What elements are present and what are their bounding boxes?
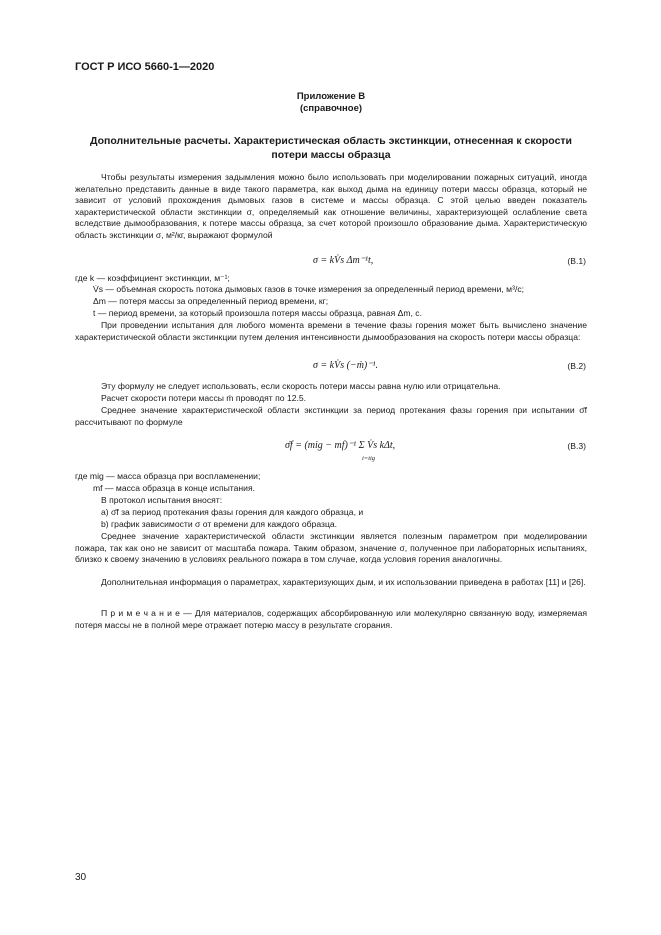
- protocol-item-b: b) график зависимости σ от времени для каждого образца.: [101, 519, 338, 529]
- section-title-line2: потери массы образца: [271, 148, 391, 161]
- note-line-1: Эту формулу не следует использовать, если скорость потери массы равна нулю или отрицательна.: [101, 381, 501, 391]
- paragraph-3: Среднее значение характеристической области экстинкции за период протекания фазы горения при испытании σ̄f рассчитывают по формуле: [75, 405, 587, 427]
- appendix-title: Приложение В: [296, 91, 366, 102]
- page-number: 30: [75, 872, 87, 883]
- formula-b3: σ̄f = (mig − mf)⁻¹ Σ V̇s kΔt,: [285, 440, 396, 451]
- formula-b3-sum-index: i=tig: [362, 455, 376, 462]
- where-t: t — период времени, за который произошла потеря массы образца, равная Δm, с.: [93, 308, 422, 318]
- paragraph-4: Среднее значение характеристической области экстинкции является полезным параметром при моделировании пожара, так как оно не зависит от масштаба пожара. Таким образом, значение σ, полученное при лабораторных испытаниях, близко к своему значению в условиях реального пожара в том случае, когда условия горения аналогичны.: [75, 531, 587, 565]
- intro-paragraph: Чтобы результаты измерения задымления можно было использовать при моделировании пожарных ситуаций, иногда желательно представить данные в виде такого параметра, как выход дыма на единицу потери массы образца, который не зависит от условий прохождения дымовых газов в системе и массы образца. С этой целью введен показатель характеристической области экстинкции σ, определяемый как отношение величины, характеризующей ослабление света вследствие дымообразования, к потере массы образца, за счет которой произошло образование дыма. Характеристическую область экстинкции σ, м²/кг, выражают формулой: [75, 172, 587, 240]
- note-text: — Для материалов, содержащих абсорбированную или молекулярно связанную воду, измеряемая потеря массы не в полной мере отражает потерю массу в результате сгорания.: [75, 608, 587, 630]
- appendix-heading: [75, 91, 587, 115]
- where-dm: Δm — потеря массы за определенный период времени, кг;: [93, 296, 329, 306]
- section-title-line1: Дополнительные расчеты. Характеристическая область экстинкции, отнесенная к скорости: [89, 135, 573, 147]
- formula-b2-number: (В.2): [567, 361, 586, 371]
- where-mf: mf — масса образца в конце испытания.: [93, 483, 256, 493]
- where-k: где k — коэффициент экстинкции, м⁻¹;: [75, 273, 230, 283]
- formula-b2: σ = kV̇s (−ṁ)⁻¹.: [313, 360, 379, 371]
- where-vs: V̇s — объемная скорость потока дымовых газов в точке измерения за определенный период времени, м³/с;: [93, 284, 525, 294]
- paragraph-2: При проведении испытания для любого момента времени в течение фазы горения может быть вычислено значение характеристической области экстинкции путем деления интенсивности дымообразования на скорость потери массы образца:: [75, 320, 587, 342]
- formula-b3-number: (В.3): [567, 441, 586, 451]
- document-header: ГОСТ Р ИСО 5660-1—2020: [75, 61, 215, 73]
- paragraph-5: Дополнительная информация о параметрах, характеризующих дым, и их использовании приведена в работах [11] и [26].: [101, 577, 586, 587]
- section-title: [75, 135, 587, 162]
- where-mig: где mig — масса образца при воспламенении;: [75, 471, 261, 481]
- protocol-intro: В протокол испытания вносят:: [101, 495, 223, 505]
- note-paragraph: [75, 608, 587, 631]
- formula-b1-number: (В.1): [567, 256, 586, 266]
- appendix-note: (справочное): [299, 103, 363, 114]
- formula-b1: σ = kV̇s Δm⁻¹t,: [313, 255, 374, 266]
- protocol-item-a: a) σ̄f за период протекания фазы горения для каждого образца, и: [101, 507, 364, 517]
- note-line-2: Расчет скорости потери массы ṁ проводят по 12.5.: [101, 393, 307, 403]
- note-label: П р и м е ч а н и е: [101, 608, 180, 618]
